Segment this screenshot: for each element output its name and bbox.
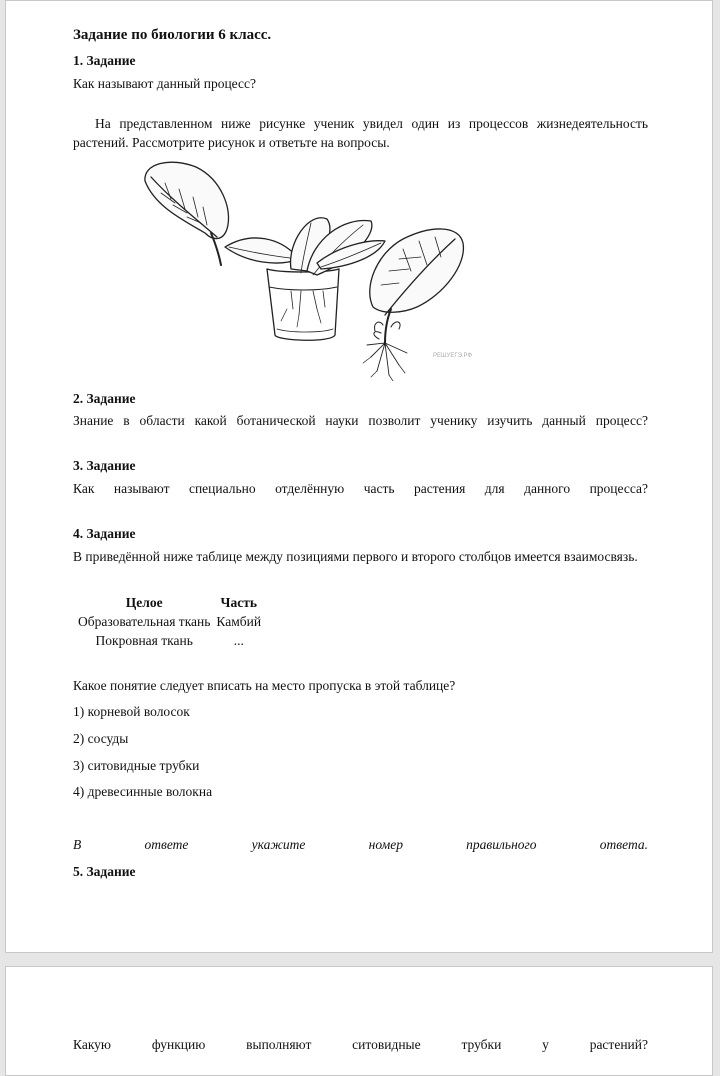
task-3-heading: 3. Задание bbox=[73, 458, 136, 473]
task-4-question: Какое понятие следует вписать на место пропуска в этой таблице? bbox=[73, 678, 456, 693]
task-3-question: Как называют специально отделённую часть растения для данного процесса? bbox=[73, 481, 648, 496]
option-2: 2) сосуды bbox=[73, 731, 129, 746]
table-header-part: Часть bbox=[220, 595, 257, 610]
detached-leaf-drawing bbox=[145, 162, 229, 265]
task-1-heading: 1. Задание bbox=[73, 53, 136, 68]
table-header-whole: Целое bbox=[125, 595, 163, 610]
task-4-heading: 4. Задание bbox=[73, 526, 136, 541]
option-4: 4) древесинные волокна bbox=[73, 784, 213, 799]
figure-watermark: РЕШУЕГЭ.РФ bbox=[433, 353, 473, 359]
table-row1-part: Камбий bbox=[216, 614, 262, 629]
document-title: Задание по биологии 6 класс. bbox=[73, 27, 272, 43]
table-row2-part: ... bbox=[233, 633, 244, 648]
document-page-2 bbox=[5, 966, 713, 1076]
option-1: 1) корневой волосок bbox=[73, 704, 190, 719]
answer-instruction: В ответе укажите номер правильного ответа. bbox=[73, 837, 648, 852]
table-row2-whole: Покровная ткань bbox=[95, 633, 193, 648]
table-row1-whole: Образовательная ткань bbox=[78, 614, 211, 629]
whole-part-table bbox=[75, 593, 264, 650]
task-5-heading: 5. Задание bbox=[73, 864, 136, 879]
option-3: 3) ситовидные трубки bbox=[73, 758, 200, 773]
task-2-question: Знание в области какой ботанической науки позволит ученику изучить данный процесс? bbox=[73, 413, 648, 428]
task-1-intro: На представленном ниже рисунке ученик увидел один из процессов жизнедеятельность растений. Рассмотрите рисунок и ответьте на вопросы. bbox=[73, 116, 648, 150]
task-5-question: Какую функцию выполняют ситовидные трубки у растений? bbox=[73, 1037, 648, 1052]
task-4-intro: В приведённой ниже таблице между позициями первого и второго столбцов имеется взаимосвязь. bbox=[73, 549, 638, 564]
plant-propagation-figure bbox=[141, 159, 481, 381]
leaf-cuttings-in-glass-drawing bbox=[225, 218, 385, 341]
document-page-1 bbox=[5, 0, 713, 953]
task-2-heading: 2. Задание bbox=[73, 391, 136, 406]
task-1-question: Как называют данный процесс? bbox=[73, 76, 256, 91]
